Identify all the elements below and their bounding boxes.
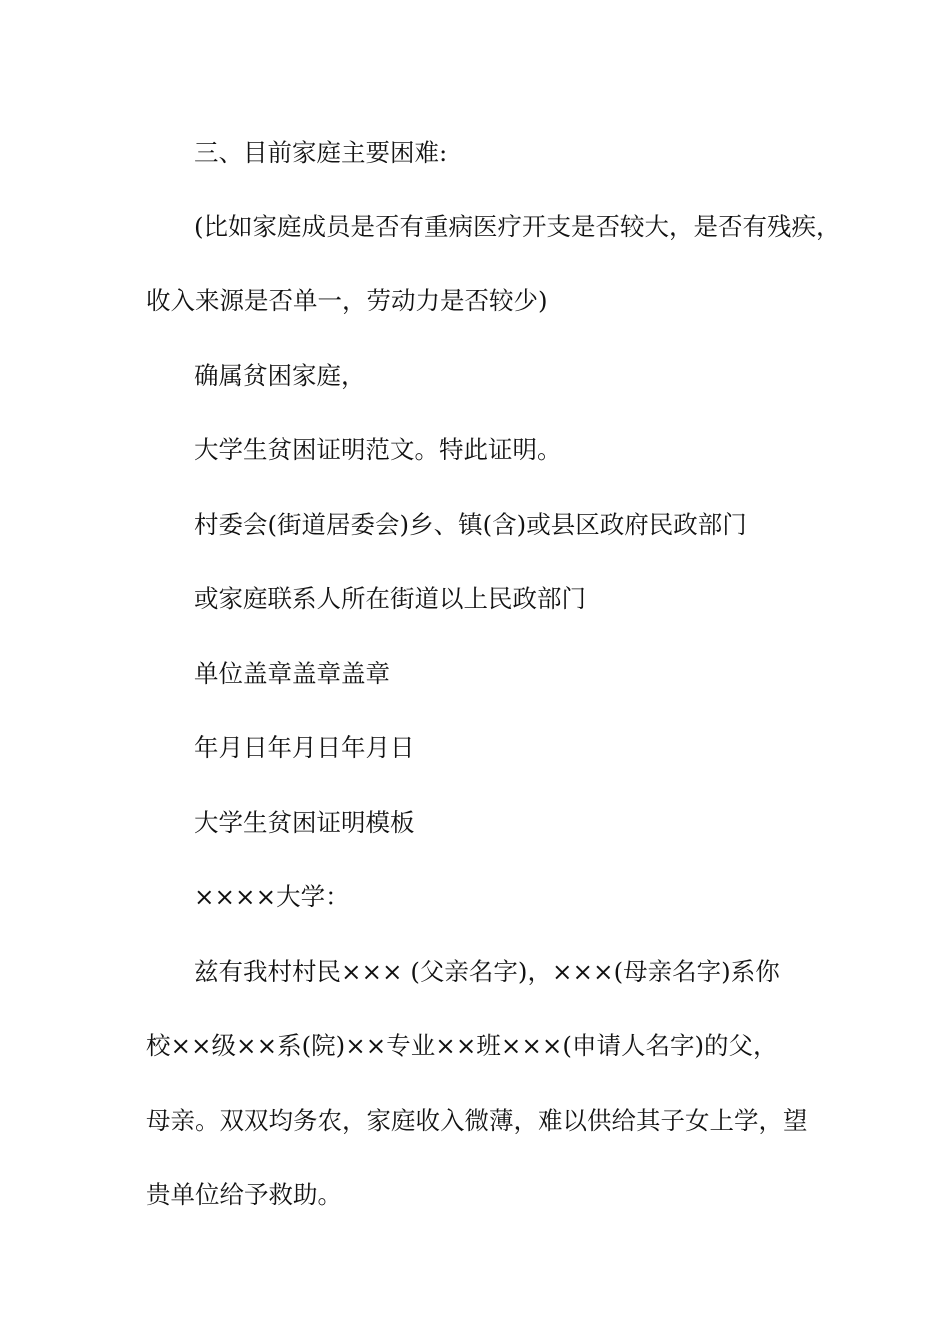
- date-line: 年月日年月日年月日: [194, 733, 415, 762]
- paragraph-line: (比如家庭成员是否有重病医疗开支是否较大，是否有残疾，: [194, 212, 841, 241]
- paragraph-line: 母亲。双双均务农，家庭收入微薄，难以供给其子女上学，望: [146, 1106, 808, 1135]
- paragraph-line: 兹有我村村民××× (父亲名字)，×××(母亲名字)系你: [194, 957, 780, 986]
- salutation: ××××大学：: [194, 882, 350, 911]
- paragraph-line: 或家庭联系人所在街道以上民政部门: [194, 584, 586, 613]
- paragraph-line: 贵单位给予救助。: [146, 1180, 342, 1209]
- template-title: 大学生贫困证明模板: [194, 808, 415, 837]
- stamp-line: 单位盖章盖章盖章: [194, 659, 390, 688]
- paragraph-line: 校××级××系(院)××专业××班×××(申请人名字)的父，: [146, 1031, 778, 1060]
- paragraph-line: 收入来源是否单一，劳动力是否较少): [146, 286, 548, 315]
- section-heading-difficulties: 三、目前家庭主要困难:: [194, 138, 448, 167]
- paragraph-line: 村委会(街道居委会)乡、镇(含)或县区政府民政部门: [194, 510, 747, 539]
- paragraph-line: 确属贫困家庭，: [194, 361, 366, 390]
- paragraph-line: 大学生贫困证明范文。特此证明。: [194, 435, 562, 464]
